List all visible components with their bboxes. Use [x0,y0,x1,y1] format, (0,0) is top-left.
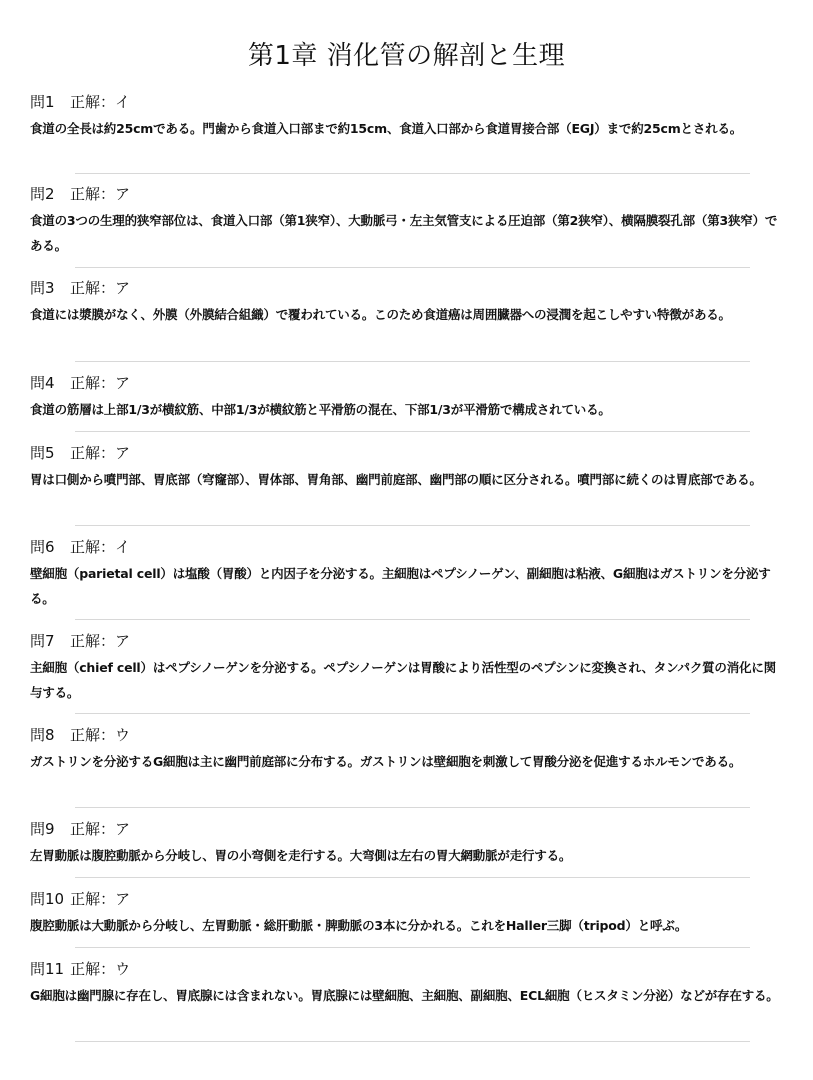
answer-label: 正解：ア [70,890,131,908]
question-header [30,443,782,463]
question-item [30,889,782,938]
question-number: 問5 [30,444,55,462]
explanation-text: 壁細胞（parietal cell）は塩酸（胃酸）と内因子を分泌する。主細胞はペプシノーゲン、副細胞は粘液、G細胞はガストリンを分泌する。 [30,566,771,606]
answer-label: 正解：ア [70,374,131,392]
divider [75,877,750,878]
answer-label: 正解：ウ [70,726,131,744]
question-number: 問3 [30,279,55,297]
answer-label: 正解：ア [70,185,131,203]
question-item [30,443,782,492]
question-item [30,631,782,705]
chapter-title: 第1章 消化管の解剖と生理 [247,41,566,72]
divider [75,807,750,808]
divider [75,267,750,268]
question-number: 問2 [30,185,55,203]
divider [75,525,750,526]
explanation-text: 胃は口側から噴門部、胃底部（穹窿部）、胃体部、胃角部、幽門前庭部、幽門部の順に区分される。噴門部に続くのは胃底部である。 [30,472,762,487]
answer-label: 正解：イ [70,538,131,556]
question-header [30,631,782,651]
question-header [30,959,782,979]
explanation-text: 腹腔動脈は大動脈から分岐し、左胃動脈・総肝動脈・脾動脈の3本に分かれる。これをHaller三脚（tripod）と呼ぶ。 [30,918,688,933]
explanation-text: 食道の筋層は上部1/3が横紋筋、中部1/3が横紋筋と平滑筋の混在、下部1/3が平滑筋で構成されている。 [30,402,611,417]
question-number: 問11 [30,960,65,978]
answer-label: 正解：ア [70,820,131,838]
question-item [30,725,782,774]
explanation-text: ガストリンを分泌するG細胞は主に幽門前庭部に分布する。ガストリンは壁細胞を刺激して胃酸分泌を促進するホルモンである。 [30,754,742,769]
question-item [30,184,782,258]
question-number: 問4 [30,374,55,392]
explanation-text: 食道の3つの生理的狭窄部位は、食道入口部（第1狭窄）、大動脈弓・左主気管支による圧迫部（第2狭窄）、横隔膜裂孔部（第3狭窄）である。 [30,213,778,253]
divider [75,619,750,620]
answer-label: 正解：ア [70,279,131,297]
question-item [30,373,782,422]
question-header [30,278,782,298]
question-header [30,819,782,839]
question-number: 問10 [30,890,65,908]
question-item [30,537,782,611]
explanation-text: 主細胞（chief cell）はペプシノーゲンを分泌する。ペプシノーゲンは胃酸により活性型のペプシンに変換され、タンパク質の消化に関与する。 [30,660,776,700]
question-number: 問6 [30,538,55,556]
answer-label: 正解：ア [70,632,131,650]
answer-label: 正解：ウ [70,960,131,978]
answer-label: 正解：ア [70,444,131,462]
question-number: 問1 [30,93,55,111]
question-header [30,92,782,112]
question-header [30,889,782,909]
explanation-text: 食道には漿膜がなく、外膜（外膜結合組織）で覆われている。このため食道癌は周囲臓器への浸潤を起こしやすい特徴がある。 [30,307,731,322]
divider [75,361,750,362]
question-item [30,959,782,1008]
divider [75,431,750,432]
question-item [30,819,782,868]
divider [75,1041,750,1042]
question-header [30,373,782,393]
question-item [30,92,782,141]
question-header [30,184,782,204]
question-number: 問7 [30,632,55,650]
explanation-text: G細胞は幽門腺に存在し、胃底腺には含まれない。胃底腺には壁細胞、主細胞、副細胞、ECL細胞（ヒスタミン分泌）などが存在する。 [30,988,779,1003]
explanation-text: 左胃動脈は腹腔動脈から分岐し、胃の小弯側を走行する。大弯側は左右の胃大網動脈が走行する。 [30,848,572,863]
explanation-text: 食道の全長は約25cmである。門歯から食道入口部まで約15cm、食道入口部から食道胃接合部（EGJ）まで約25cmとされる。 [30,121,743,136]
question-header [30,725,782,745]
answer-label: 正解：イ [70,93,131,111]
divider [75,173,750,174]
question-item [30,278,782,327]
question-number: 問8 [30,726,55,744]
question-number: 問9 [30,820,55,838]
divider [75,947,750,948]
question-header [30,537,782,557]
divider [75,713,750,714]
